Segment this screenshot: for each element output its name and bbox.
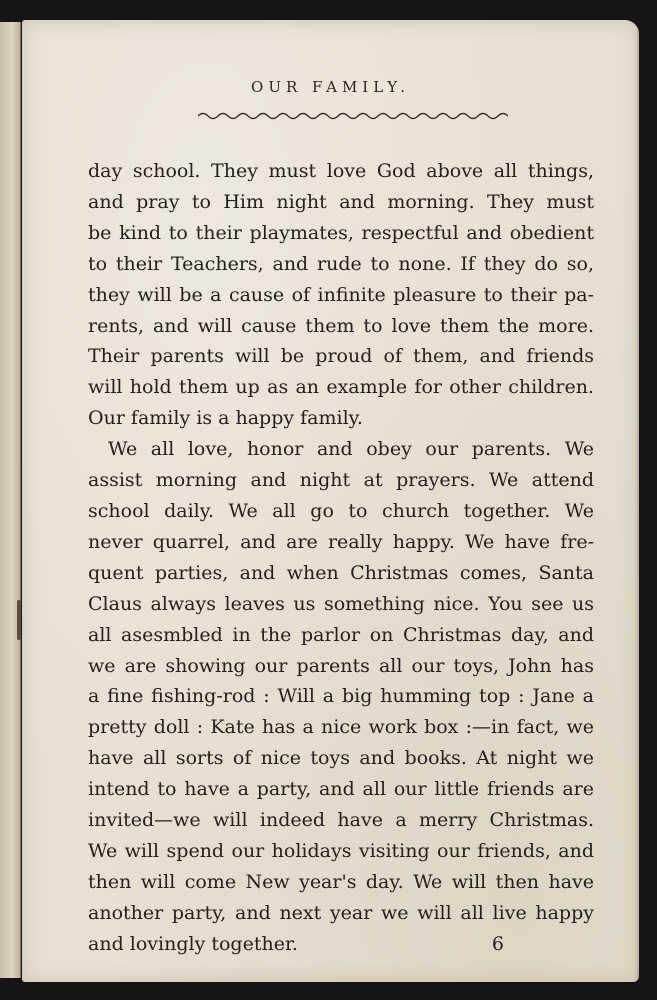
page-body-text (88, 156, 594, 960)
text-line: all asesmbled in the parlor on Christmas day, and (88, 623, 594, 646)
wavy-rule-ornament (198, 110, 508, 122)
text-line: Their parents will be proud of them, and friends (88, 345, 594, 368)
running-head-title: OUR FAMILY. (251, 78, 410, 96)
text-line: day school. They must love God above all things, (88, 160, 594, 182)
text-line: and pray to Him night and morning. They must (88, 190, 594, 213)
text-line: quent parties, and when Christmas comes, Santa (88, 561, 594, 584)
page-number: 6 (491, 932, 504, 955)
facing-page-edge (0, 22, 21, 978)
text-line: rents, and will cause them to love them the more. (88, 314, 594, 337)
final-line-row (88, 929, 594, 960)
text-line: we are showing our parents all our toys, John has (88, 654, 594, 677)
text-line: Our family is a happy family. (88, 407, 363, 430)
text-line: another party, and next year we will all live happy (88, 901, 594, 924)
text-line: We will spend our holidays visiting our friends, and (88, 839, 594, 862)
text-line: then will come New year's day. We will then have (88, 870, 594, 893)
text-line: school daily. We all go to church together. We (88, 499, 594, 522)
page-edge-shadow (635, 28, 639, 978)
text-line: and lovingly together. (88, 932, 298, 955)
text-line: invited—we will indeed have a merry Christmas. (88, 809, 594, 832)
text-line: intend to have a party, and all our little friends are (88, 778, 594, 801)
text-line: Claus always leaves us something nice. You see us (88, 592, 594, 615)
text-line: never quarrel, and are really happy. We have fre- (88, 530, 594, 553)
text-line: be kind to their playmates, respectful and obedient (88, 221, 594, 244)
text-line: have all sorts of nice toys and books. At night we (88, 747, 594, 770)
text-line: a fine fishing-rod : Will a big humming top : Jane a (88, 685, 594, 708)
text-line: We all love, honor and obey our parents. We (108, 438, 594, 461)
binding-thread (17, 600, 21, 640)
book-page (22, 20, 639, 982)
text-line: will hold them up as an example for other children. (88, 376, 594, 399)
text-line: they will be a cause of infinite pleasure to their pa- (88, 283, 594, 306)
text-line: to their Teachers, and rude to none. If they do so, (88, 252, 594, 275)
text-line: assist morning and night at prayers. We attend (88, 469, 594, 492)
text-line: pretty doll : Kate has a nice work box :—in fact, we (88, 716, 594, 739)
